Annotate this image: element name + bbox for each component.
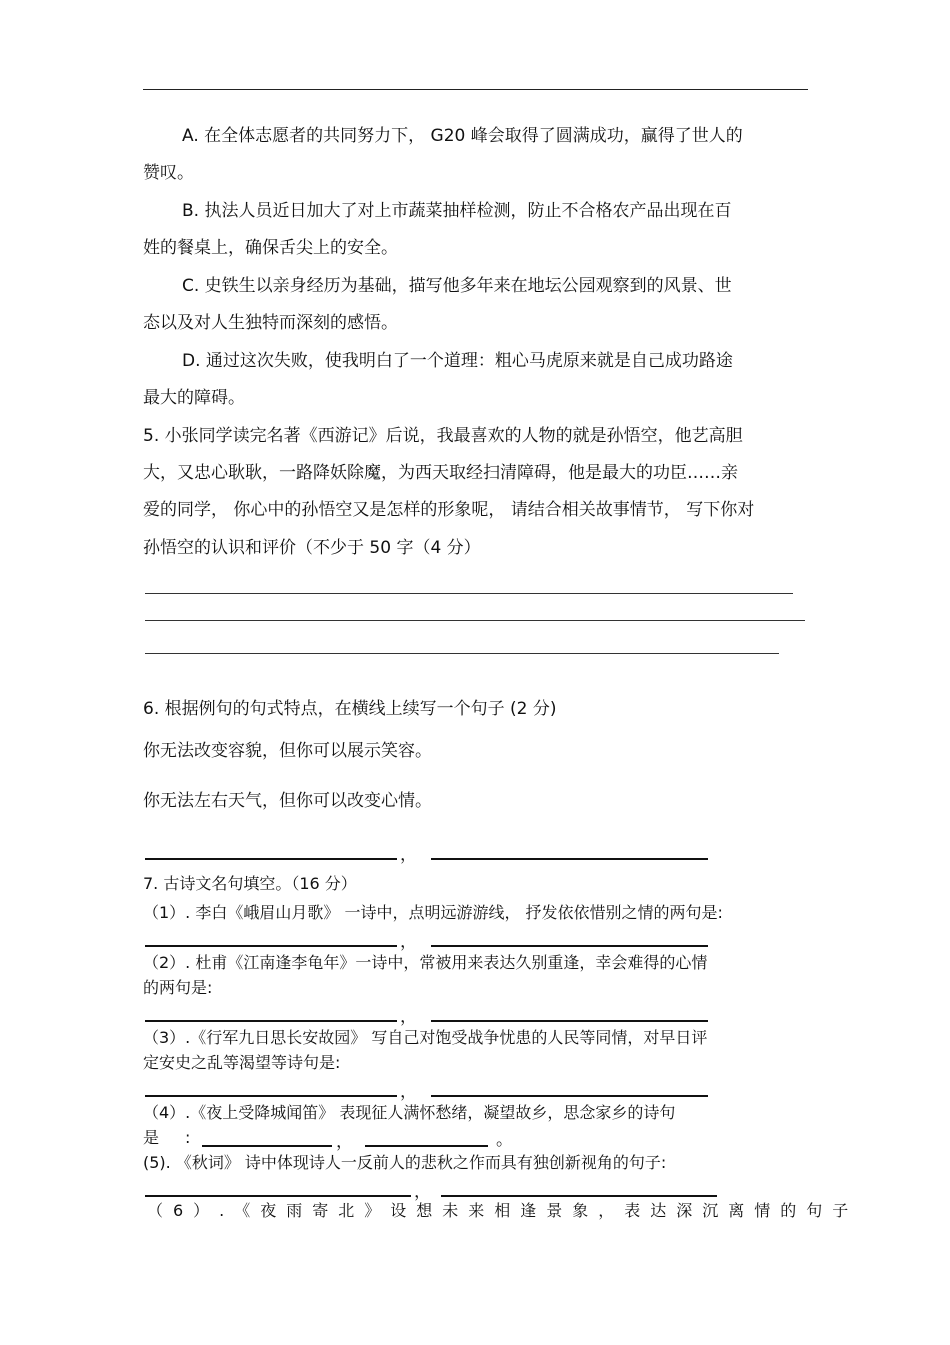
comma: ，: [400, 1007, 417, 1027]
q7-item-2-line1: （2）. 杜甫《江南逢李龟年》一诗中，常被用来表达久别重逢，幸会难得的心情: [143, 953, 708, 972]
header-rule: [143, 89, 808, 90]
q7-item5-blank-1[interactable]: [145, 1195, 411, 1197]
q6-example-1: 你无法改变容貌，但你可以展示笑容。: [143, 741, 432, 761]
q5-line3: 爱的同学， 你心中的孙悟空又是怎样的形象呢， 请结合相关故事情节， 写下你对: [143, 500, 755, 520]
comma: ，: [400, 932, 417, 952]
q7-item-1: （1）. 李白《峨眉山月歌》 一诗中，点明远游游线， 抒发依依惜别之情的两句是:: [143, 903, 723, 922]
option-a-line2: 赞叹。: [143, 163, 194, 183]
q7-item5-blank-2[interactable]: [441, 1195, 717, 1197]
q7-item4-blank-1[interactable]: [202, 1145, 332, 1147]
q7-item-4-colon: :: [185, 1128, 191, 1147]
q6-example-2: 你无法左右天气，但你可以改变心情。: [143, 791, 432, 811]
q7-item-6: （6）.《夜雨寄北》设想未来相逢景象，表达深沉离情的句子: [147, 1201, 859, 1220]
q7-item4-blank-2[interactable]: [365, 1145, 488, 1147]
option-d-line2: 最大的障碍。: [143, 388, 245, 408]
q5-answer-line-1[interactable]: [145, 593, 793, 594]
q7-item1-blank-1[interactable]: [145, 945, 397, 947]
option-b-line1: B. 执法人员近日加大了对上市蔬菜抽样检测，防止不合格农产品出现在百: [182, 201, 732, 221]
q7-title: 7. 古诗文名句填空。（16 分）: [143, 874, 357, 893]
option-d-line1: D. 通过这次失败，使我明白了一个道理：粗心马虎原来就是自己成功路途: [182, 351, 733, 371]
q7-item-4-line1: （4）.《夜上受降城闻笛》 表现征人满怀愁绪，凝望故乡，思念家乡的诗句: [143, 1103, 676, 1122]
comma: ，: [400, 845, 417, 865]
comma: ，: [414, 1182, 431, 1202]
q7-item-5: (5). 《秋词》 诗中体现诗人一反前人的悲秋之作而具有独创新视角的句子:: [143, 1153, 667, 1172]
option-c-line1: C. 史铁生以亲身经历为基础，描写他多年来在地坛公园观察到的风景、世: [182, 276, 732, 296]
q7-item-3-line1: （3）.《行军九日思长安故园》 写自己对饱受战争忧患的人民等同情，对早日评: [143, 1028, 708, 1047]
q6-answer-blank-2[interactable]: [431, 858, 708, 860]
q5-line1: 5. 小张同学读完名著《西游记》后说，我最喜欢的人物的就是孙悟空，他艺高胆: [143, 426, 743, 446]
q6-answer-blank-1[interactable]: [145, 858, 397, 860]
comma: ，: [336, 1132, 353, 1152]
q5-line2: 大，又忠心耿耿，一路降妖除魔，为西天取经扫清障碍，他是最大的功臣……亲: [143, 463, 738, 483]
q6-prompt: 6. 根据例句的句式特点，在横线上续写一个句子 (2 分): [143, 699, 557, 719]
comma: ，: [400, 1082, 417, 1102]
q7-item2-blank-2[interactable]: [431, 1020, 708, 1022]
q5-answer-line-2[interactable]: [145, 620, 805, 621]
q7-item-2-line2: 的两句是:: [143, 978, 213, 997]
q5-answer-line-3[interactable]: [145, 653, 779, 654]
q7-item1-blank-2[interactable]: [431, 945, 708, 947]
q7-item2-blank-1[interactable]: [145, 1020, 397, 1022]
period: 。: [496, 1130, 513, 1150]
q7-item3-blank-1[interactable]: [145, 1095, 397, 1097]
option-c-line2: 态以及对人生独特而深刻的感悟。: [143, 313, 398, 333]
option-a-line1: A. 在全体志愿者的共同努力下， G20 峰会取得了圆满成功，赢得了世人的: [182, 126, 743, 146]
q7-item-3-line2: 定安史之乱等渴望等诗句是:: [143, 1053, 341, 1072]
q7-item3-blank-2[interactable]: [431, 1095, 708, 1097]
q5-line4: 孙悟空的认识和评价（不少于 50 字（4 分）: [143, 538, 481, 558]
option-b-line2: 姓的餐桌上，确保舌尖上的安全。: [143, 238, 398, 258]
q7-item-4-line2: 是: [143, 1128, 160, 1147]
